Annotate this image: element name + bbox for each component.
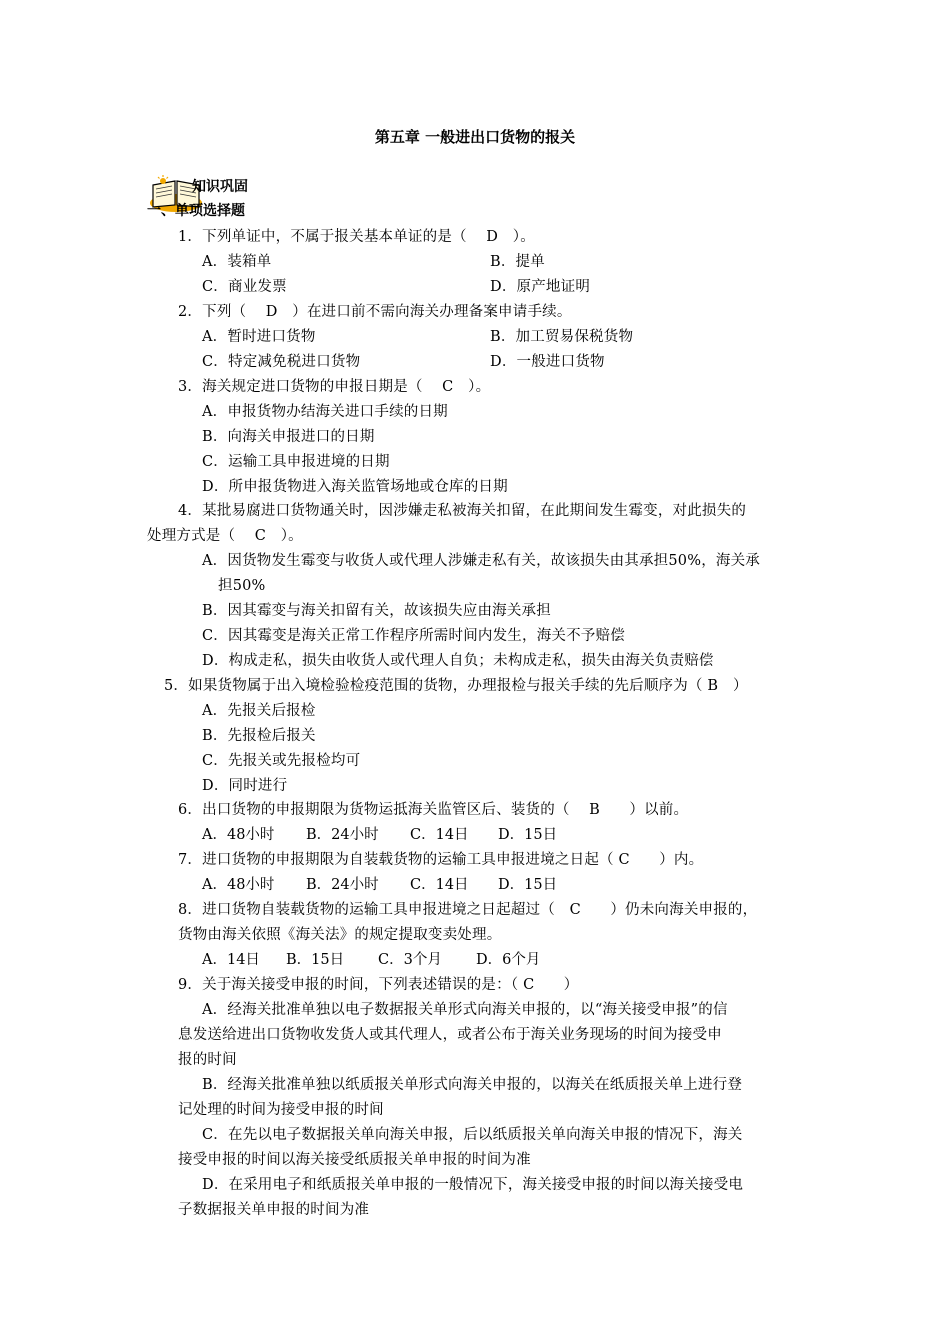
q5-option-d: D．同时进行 xyxy=(202,778,288,794)
q7-option-c: C．14日 xyxy=(410,877,469,893)
question-4-stem-line2: 处理方式是（ C ）。 xyxy=(147,528,303,544)
q1-option-b: B．提单 xyxy=(490,254,545,270)
q9-option-a-line2: 息发送给进出口货物收发货人或其代理人，或者公布于海关业务现场的时间为接受申 xyxy=(178,1027,722,1043)
q7-option-a: A．48小时 xyxy=(202,877,275,893)
q1-option-a: A．装箱单 xyxy=(202,254,272,270)
q9-option-a-line1: A．经海关批准单独以电子数据报关单形式向海关申报的，以“海关接受申报”的信 xyxy=(202,1002,728,1018)
section-heading: 知识巩固 xyxy=(192,179,248,195)
q1-option-d: D．原产地证明 xyxy=(490,279,591,295)
question-7-stem: 7．进口货物的申报期限为自装载货物的运输工具申报进境之日起（ C ）内。 xyxy=(178,852,704,868)
q9-option-b-line1: B．经海关批准单独以纸质报关单形式向海关申报的，以海关在纸质报关单上进行登 xyxy=(202,1077,743,1093)
q9-option-d-line2: 子数据报关单申报的时间为准 xyxy=(178,1202,370,1218)
q1-option-c: C．商业发票 xyxy=(202,279,287,295)
section-dash: 一、 xyxy=(147,203,175,219)
q8-option-b: B．15日 xyxy=(286,952,345,968)
q6-option-b: B．24小时 xyxy=(306,827,379,843)
q3-option-b: B．向海关申报进口的日期 xyxy=(202,429,375,445)
question-4-stem-line1: 4．某批易腐进口货物通关时，因涉嫌走私被海关扣留，在此期间发生霉变，对此损失的 xyxy=(178,503,747,519)
q3-option-d: D．所申报货物进入海关监管场地或仓库的日期 xyxy=(202,479,508,495)
section-subheading: 单项选择题 xyxy=(175,203,245,219)
q6-option-c: C．14日 xyxy=(410,827,469,843)
question-3-stem: 3．海关规定进口货物的申报日期是（ C ）。 xyxy=(178,379,491,395)
question-8-stem-line2: 货物由海关依照《海关法》的规定提取变卖处理。 xyxy=(178,927,502,943)
question-6-stem: 6．出口货物的申报期限为货物运抵海关监管区后、装货的（ B ）以前。 xyxy=(178,802,689,818)
q6-options xyxy=(202,825,557,845)
q7-option-d: D．15日 xyxy=(498,877,558,893)
q4-option-c: C．因其霉变是海关正常工作程序所需时间内发生，海关不予赔偿 xyxy=(202,628,625,644)
q3-option-c: C．运输工具申报进境的日期 xyxy=(202,454,390,470)
q7-options xyxy=(202,875,557,895)
q5-option-a: A．先报关后报检 xyxy=(202,703,316,719)
q4-option-a-line1: A．因货物发生霉变与收货人或代理人涉嫌走私有关，故该损失由其承担50%，海关承 xyxy=(202,553,760,569)
q8-option-d: D．6个月 xyxy=(476,952,541,968)
q4-option-b: B．因其霉变与海关扣留有关，故该损失应由海关承担 xyxy=(202,603,551,619)
q7-option-b: B．24小时 xyxy=(306,877,379,893)
q4-option-d: D．构成走私，损失由收货人或代理人自负；未构成走私，损失由海关负责赔偿 xyxy=(202,653,714,669)
q5-option-b: B．先报检后报关 xyxy=(202,728,316,744)
q8-option-a: A．14日 xyxy=(202,952,260,968)
q2-option-b: B．加工贸易保税货物 xyxy=(490,329,634,345)
question-1-stem: 1．下列单证中，不属于报关基本单证的是（ D ）。 xyxy=(178,229,535,245)
q9-option-c-line1: C．在先以电子数据报关单向海关申报，后以纸质报关单向海关申报的情况下，海关 xyxy=(202,1127,743,1143)
question-8-stem-line1: 8．进口货物自装载货物的运输工具申报进境之日起超过（ C ）仍未向海关申报的， xyxy=(178,902,758,918)
question-5-stem: 5．如果货物属于出入境检验检疫范围的货物，办理报检与报关手续的先后顺序为（ B ） xyxy=(164,678,748,694)
q5-option-c: C．先报关或先报检均可 xyxy=(202,753,361,769)
page-title: 第五章 一般进出口货物的报关 xyxy=(374,128,576,146)
q2-option-d: D．一般进口货物 xyxy=(490,354,605,370)
q3-option-a: A．申报货物办结海关进口手续的日期 xyxy=(202,404,448,420)
question-9-stem: 9．关于海关接受申报的时间，下列表述错误的是：（ C ） xyxy=(178,977,579,993)
q2-option-a: A．暂时进口货物 xyxy=(202,329,316,345)
q4-option-a-line2: 担50% xyxy=(218,578,266,594)
q6-option-a: A．48小时 xyxy=(202,827,275,843)
q2-option-c: C．特定减免税进口货物 xyxy=(202,354,361,370)
q6-option-d: D．15日 xyxy=(498,827,558,843)
q8-options xyxy=(202,950,540,970)
q8-option-c: C．3个月 xyxy=(378,952,442,968)
q9-option-d-line1: D．在采用电子和纸质报关单申报的一般情况下，海关接受申报的时间以海关接受电 xyxy=(202,1177,744,1193)
q9-option-b-line2: 记处理的时间为接受申报的时间 xyxy=(178,1102,384,1118)
q9-option-a-line3: 报的时间 xyxy=(178,1052,237,1068)
q9-option-c-line2: 接受申报的时间以海关接受纸质报关单申报的时间为准 xyxy=(178,1152,531,1168)
question-2-stem: 2．下列（ D ）在进口前不需向海关办理备案申请手续。 xyxy=(178,304,572,320)
